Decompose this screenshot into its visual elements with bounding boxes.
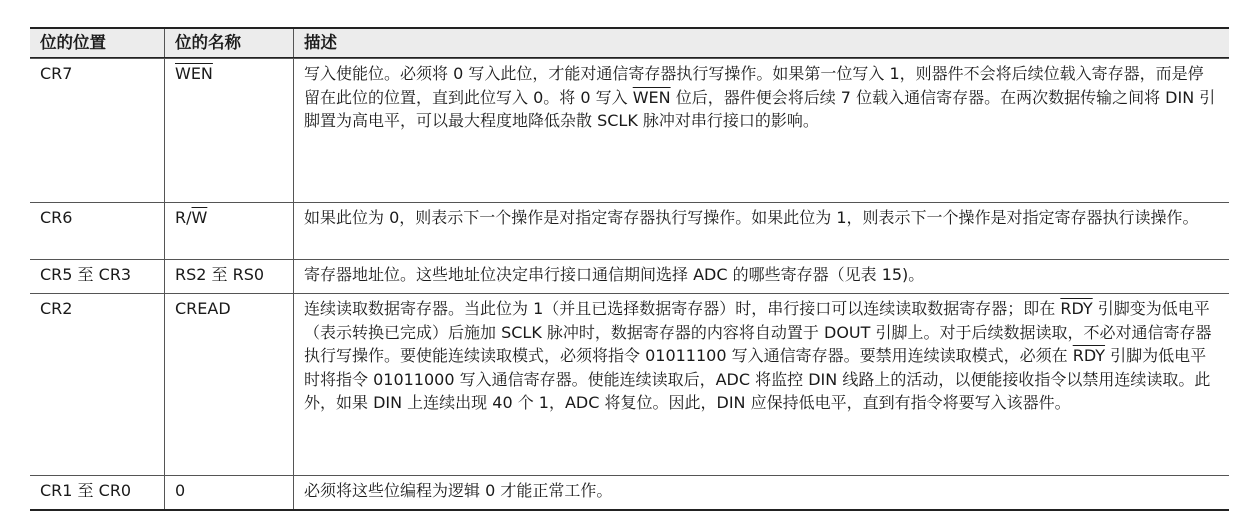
description-signal: $\overline{RDY}$: [1060, 299, 1093, 318]
header-bit-name: 位的名称: [165, 29, 294, 57]
bit-description: [294, 476, 1229, 509]
description-signal: $\overline{RDY}$: [1072, 346, 1106, 365]
bit-name: CREAD: [165, 294, 294, 475]
description-text: 连续读取数据寄存器。当此位为 1（并且已选择数据寄存器）时，串行接口可以连续读取数据寄存器；即在: [304, 299, 1061, 318]
bit-name-signal: $\overline{W}$: [191, 208, 208, 227]
table-row: [30, 58, 1229, 202]
table-row: [30, 293, 1229, 475]
description-text: 如果此位为 0，则表示下一个操作是对指定寄存器执行写操作。如果此位为 1，则表示下一个操作是对指定寄存器执行读操作。: [304, 208, 1199, 227]
table-row: [30, 475, 1229, 509]
bit-position: CR2: [30, 294, 165, 475]
bit-position: CR5 至 CR3: [30, 260, 165, 293]
bit-description: [294, 203, 1229, 259]
description-signal: $\overline{WEN}$: [632, 87, 671, 107]
bit-name: [165, 59, 294, 202]
bit-name-text: $\overline{WEN}$: [175, 64, 213, 83]
bit-description: [294, 294, 1229, 475]
bit-description: [294, 59, 1229, 202]
description-text: 必须将这些位编程为逻辑 0 才能正常工作。: [304, 481, 613, 500]
table-row: [30, 202, 1229, 259]
table-row: [30, 259, 1229, 293]
description-text: 寄存器地址位。这些地址位决定串行接口通信期间选择 ADC 的哪些寄存器（见表 15)。: [304, 265, 925, 284]
description-text: 引脚变为低电平（表示转换已完成）后施加 SCLK 脉冲时，数据寄存器的内容将自动置于 DOUT 引脚上。对于后续数据读取，不必对通信寄存器执行写操作。要使能连续读取模式，必须将指令 01011100 写入通信寄存器。要禁用连续读取模式，必须在: [304, 299, 1212, 365]
bit-name-text: R/: [175, 208, 192, 227]
description-text: 位后，器件便会将后续 7 位载入通信寄存器。在两次数据传输之间将 DIN 引脚置为高电平，可以最大程度地降低杂散 SCLK 脉冲对串行接口的影响。: [304, 87, 1216, 130]
bit-name: [165, 203, 294, 259]
header-description: 描述: [304, 33, 337, 52]
description-text: 引脚为低电平时将指令 01011000 写入通信寄存器。使能连续读取后，ADC 将监控 DIN 线路上的活动，以便能接收指令以禁用连续读取。此外，如果 DIN 上连续出现 40 个 1，ADC 将复位。因此，DIN 应保持低电平，直到有指令将要写入该器件。: [304, 346, 1211, 412]
bit-description: [294, 260, 1229, 293]
register-bit-table: [30, 27, 1229, 511]
header-bit-position: 位的位置: [30, 29, 165, 57]
bit-position: CR1 至 CR0: [30, 476, 165, 509]
table-header-row: [30, 29, 1229, 58]
bit-position: CR7: [30, 59, 165, 202]
description-text: 写入使能位。必须将 0 写入此位，才能对通信寄存器执行写操作。如果第一位写入 1，则器件不会将后续位载入寄存器，而是停留在此位的位置，直到此位写入 0。将 0 写入: [304, 64, 1204, 107]
bit-position: CR6: [30, 203, 165, 259]
bit-name: 0: [165, 476, 294, 509]
bit-name: RS2 至 RS0: [165, 260, 294, 293]
